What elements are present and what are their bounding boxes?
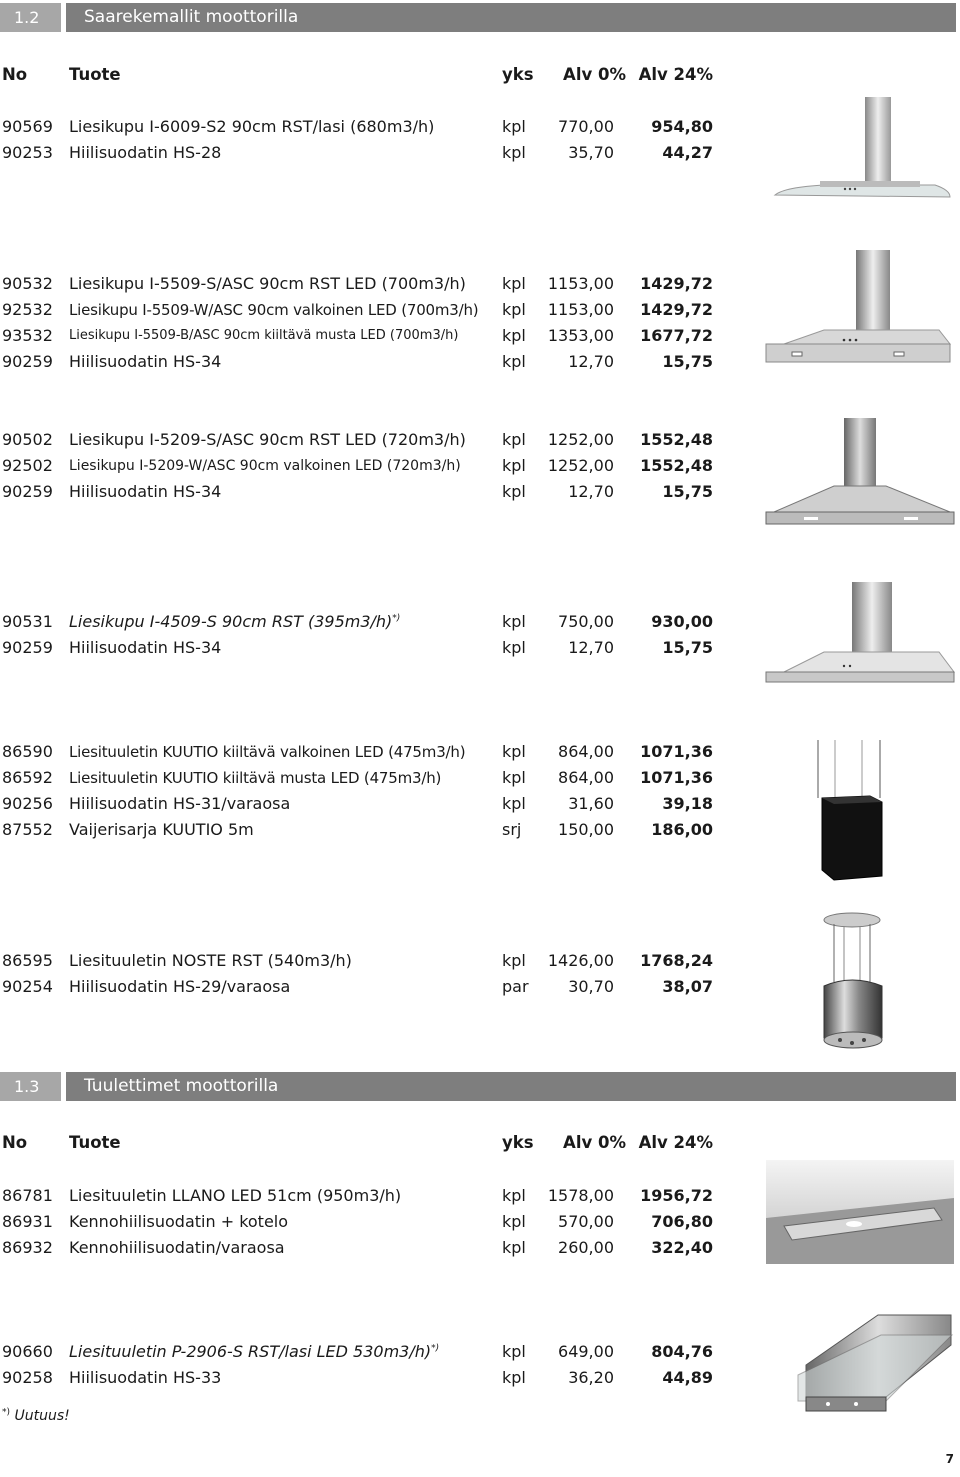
row-price-0: 30,70 <box>568 977 614 996</box>
row-price-24: 954,80 <box>651 117 713 136</box>
row-price-0: 31,60 <box>568 794 614 813</box>
row-no: 90259 <box>2 482 53 501</box>
row-price-24: 322,40 <box>651 1238 713 1257</box>
table-row <box>0 765 720 791</box>
col-product: Tuote <box>69 65 121 84</box>
table-row <box>0 817 720 843</box>
row-no: 86931 <box>2 1212 53 1231</box>
table-row <box>0 948 720 974</box>
table-row <box>0 791 720 817</box>
row-no: 86781 <box>2 1186 53 1205</box>
row-price-0: 864,00 <box>558 768 614 787</box>
row-price-0: 12,70 <box>568 638 614 657</box>
row-unit: kpl <box>502 117 526 136</box>
col-unit: yks <box>502 65 534 84</box>
table-header <box>0 62 720 88</box>
row-price-24: 15,75 <box>662 638 713 657</box>
row-name: Liesituuletin NOSTE RST (540m3/h) <box>69 951 352 970</box>
footnote-text: Uutuus! <box>14 1408 70 1424</box>
section-number: 1.2 <box>0 3 61 32</box>
row-unit: kpl <box>502 1238 526 1257</box>
col-unit: yks <box>502 1133 534 1152</box>
col-product: Tuote <box>69 1133 121 1152</box>
row-no: 92532 <box>2 300 53 319</box>
row-no: 90258 <box>2 1368 53 1387</box>
row-name: Hiilisuodatin HS-28 <box>69 143 222 162</box>
section-number: 1.3 <box>0 1072 61 1101</box>
row-price-24: 930,00 <box>651 612 713 631</box>
row-no: 87552 <box>2 820 53 839</box>
row-name: Hiilisuodatin HS-33 <box>69 1368 222 1387</box>
row-price-24: 1552,48 <box>640 456 713 475</box>
col-price-0: Alv 0% <box>563 65 626 84</box>
table-row <box>0 349 720 375</box>
row-unit: kpl <box>502 638 526 657</box>
new-marker: *) <box>431 1343 440 1354</box>
row-no: 90253 <box>2 143 53 162</box>
table-row <box>0 739 720 765</box>
new-marker: *) <box>392 613 401 624</box>
col-no: No <box>2 65 28 84</box>
row-unit: kpl <box>502 768 526 787</box>
row-no: 86595 <box>2 951 53 970</box>
row-no: 86590 <box>2 742 53 761</box>
table-row <box>0 323 720 349</box>
row-price-0: 1153,00 <box>547 300 614 319</box>
row-name: Kennohiilisuodatin + kotelo <box>69 1212 289 1231</box>
row-name: Liesikupu I-4509-S 90cm RST (395m3/h) <box>69 612 393 631</box>
row-name: Liesikupu I-5209-W/ASC 90cm valkoinen LED (720m3/h) <box>69 458 461 474</box>
row-price-0: 35,70 <box>568 143 614 162</box>
table-row <box>0 453 720 479</box>
table-row <box>0 1209 720 1235</box>
row-price-0: 1252,00 <box>547 430 614 449</box>
row-name: Liesituuletin KUUTIO kiiltävä valkoinen LED (475m3/h) <box>69 743 466 761</box>
col-no: No <box>2 1133 28 1152</box>
row-name: Hiilisuodatin HS-34 <box>69 638 222 657</box>
row-name: Liesikupu I-5209-S/ASC 90cm RST LED (720m3/h) <box>69 430 466 449</box>
row-price-24: 38,07 <box>662 977 713 996</box>
row-no: 90502 <box>2 430 53 449</box>
row-price-0: 150,00 <box>558 820 614 839</box>
row-price-24: 44,89 <box>662 1368 713 1387</box>
table-row <box>0 114 720 140</box>
row-name: Hiilisuodatin HS-34 <box>69 352 222 371</box>
row-price-0: 1426,00 <box>547 951 614 970</box>
row-unit: kpl <box>502 1342 526 1361</box>
row-name: Liesituuletin P-2906-S RST/lasi LED 530m3/h) <box>69 1342 432 1361</box>
col-price-24: Alv 24% <box>638 65 713 84</box>
table-row <box>0 1235 720 1261</box>
section-header-1-3 <box>0 1072 956 1101</box>
row-price-0: 750,00 <box>558 612 614 631</box>
table-row <box>0 974 720 1000</box>
row-no: 86932 <box>2 1238 53 1257</box>
row-no: 90569 <box>2 117 53 136</box>
col-price-0: Alv 0% <box>563 1133 626 1152</box>
row-unit: par <box>502 977 529 996</box>
hood-image-flat <box>764 580 956 688</box>
hood-image-box-led <box>764 248 954 368</box>
row-no: 90254 <box>2 977 53 996</box>
row-unit: kpl <box>502 742 526 761</box>
row-price-0: 770,00 <box>558 117 614 136</box>
row-no: 92502 <box>2 456 53 475</box>
row-price-24: 1071,36 <box>640 768 713 787</box>
row-name: Hiilisuodatin HS-34 <box>69 482 222 501</box>
page-number: 7 <box>945 1452 954 1466</box>
row-name: Liesikupu I-6009-S2 90cm RST/lasi (680m3/h) <box>69 117 435 136</box>
section-title: Tuulettimet moottorilla <box>66 1072 956 1101</box>
footnote-mark: *) <box>2 1407 11 1418</box>
hood-image-wall-glass <box>786 1305 956 1425</box>
row-price-0: 1353,00 <box>547 326 614 345</box>
row-name: Hiilisuodatin HS-29/varaosa <box>69 977 291 996</box>
row-unit: kpl <box>502 951 526 970</box>
row-name: Liesikupu I-5509-S/ASC 90cm RST LED (700m3/h) <box>69 274 466 293</box>
row-unit: kpl <box>502 352 526 371</box>
row-name: Liesituuletin KUUTIO kiiltävä musta LED (475m3/h) <box>69 769 442 787</box>
col-price-24: Alv 24% <box>638 1133 713 1152</box>
row-price-24: 1677,72 <box>640 326 713 345</box>
hood-image-cube <box>810 738 890 883</box>
row-name: Vaijerisarja KUUTIO 5m <box>69 820 254 839</box>
table-row <box>0 479 720 505</box>
row-price-0: 570,00 <box>558 1212 614 1231</box>
table-header <box>0 1130 720 1156</box>
row-price-0: 260,00 <box>558 1238 614 1257</box>
row-unit: kpl <box>502 1368 526 1387</box>
row-price-24: 1071,36 <box>640 742 713 761</box>
table-row <box>0 609 720 635</box>
table-row <box>0 140 720 166</box>
row-unit: kpl <box>502 612 526 631</box>
row-no: 90532 <box>2 274 53 293</box>
row-price-24: 1768,24 <box>640 951 713 970</box>
row-price-24: 1429,72 <box>640 274 713 293</box>
table-row <box>0 635 720 661</box>
row-no: 90259 <box>2 638 53 657</box>
row-unit: kpl <box>502 300 526 319</box>
row-unit: kpl <box>502 143 526 162</box>
row-unit: kpl <box>502 482 526 501</box>
row-price-24: 186,00 <box>651 820 713 839</box>
hood-image-cylinder <box>814 910 894 1060</box>
row-unit: kpl <box>502 274 526 293</box>
row-price-0: 864,00 <box>558 742 614 761</box>
row-name: Liesikupu I-5509-W/ASC 90cm valkoinen LED (700m3/h) <box>69 301 479 319</box>
row-unit: kpl <box>502 430 526 449</box>
row-price-0: 1153,00 <box>547 274 614 293</box>
row-unit: kpl <box>502 326 526 345</box>
row-no: 90660 <box>2 1342 53 1361</box>
row-price-24: 1956,72 <box>640 1186 713 1205</box>
section-title: Saarekemallit moottorilla <box>66 3 956 32</box>
row-no: 93532 <box>2 326 53 345</box>
row-price-24: 1429,72 <box>640 300 713 319</box>
row-price-24: 15,75 <box>662 352 713 371</box>
row-name: Liesituuletin LLANO LED 51cm (950m3/h) <box>69 1186 402 1205</box>
row-unit: kpl <box>502 456 526 475</box>
row-price-24: 1552,48 <box>640 430 713 449</box>
row-unit: kpl <box>502 1212 526 1231</box>
row-price-24: 804,76 <box>651 1342 713 1361</box>
hood-image-built-in <box>764 1158 956 1266</box>
table-row <box>0 297 720 323</box>
section-header-1-2 <box>0 3 956 32</box>
row-price-0: 12,70 <box>568 482 614 501</box>
row-no: 90531 <box>2 612 53 631</box>
table-row <box>0 1183 720 1209</box>
row-price-24: 15,75 <box>662 482 713 501</box>
row-name: Hiilisuodatin HS-31/varaosa <box>69 794 291 813</box>
row-price-0: 12,70 <box>568 352 614 371</box>
row-unit: kpl <box>502 1186 526 1205</box>
row-unit: kpl <box>502 794 526 813</box>
row-no: 86592 <box>2 768 53 787</box>
row-name: Kennohiilisuodatin/varaosa <box>69 1238 285 1257</box>
row-price-24: 39,18 <box>662 794 713 813</box>
table-row <box>0 427 720 453</box>
row-no: 90256 <box>2 794 53 813</box>
row-price-0: 1252,00 <box>547 456 614 475</box>
hood-image-pyramid <box>764 416 956 531</box>
row-unit: srj <box>502 820 522 839</box>
table-row <box>0 271 720 297</box>
row-name: Liesikupu I-5509-B/ASC 90cm kiiltävä musta LED (700m3/h) <box>69 328 459 343</box>
row-price-24: 706,80 <box>651 1212 713 1231</box>
table-row <box>0 1365 720 1391</box>
hood-image-glass-canopy <box>765 95 955 205</box>
row-price-0: 1578,00 <box>547 1186 614 1205</box>
table-row <box>0 1339 720 1365</box>
footnote <box>2 1408 70 1424</box>
row-price-0: 36,20 <box>568 1368 614 1387</box>
row-price-24: 44,27 <box>662 143 713 162</box>
row-no: 90259 <box>2 352 53 371</box>
row-price-0: 649,00 <box>558 1342 614 1361</box>
